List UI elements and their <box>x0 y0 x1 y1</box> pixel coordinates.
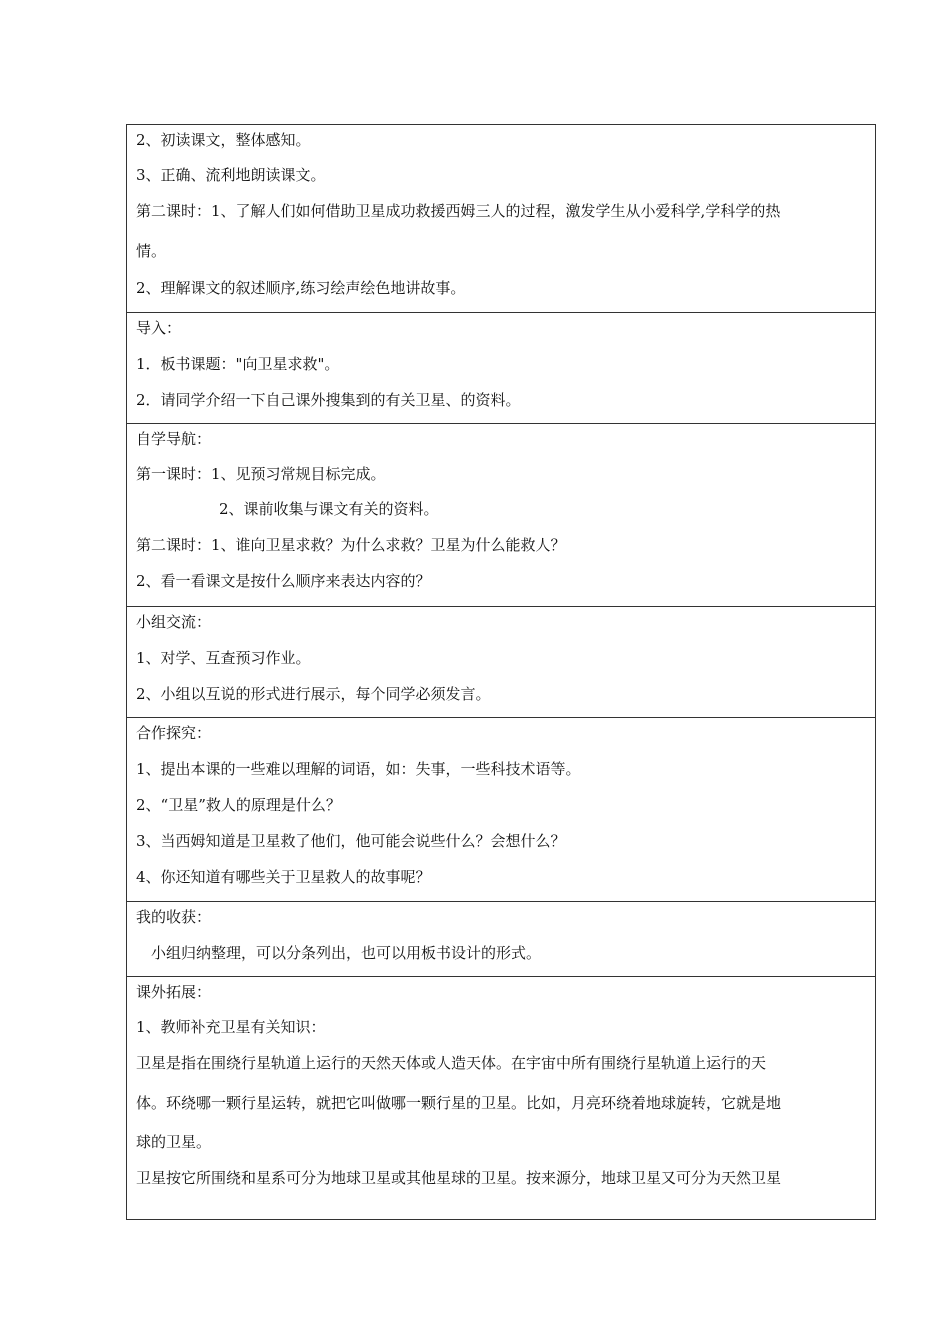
section-heading: 课外拓展： <box>136 983 212 1001</box>
text-line: 2、“卫星”救人的原理是什么？ <box>136 796 341 814</box>
cooperative-inquiry-cell <box>127 718 875 902</box>
intro-cell <box>127 313 875 424</box>
text-line: 3、正确、流利地朗读课文。 <box>136 166 326 184</box>
section-heading: 导入： <box>136 319 182 337</box>
lesson-plan-table <box>126 124 876 1220</box>
text-line: 小组归纳整理，可以分条列出，也可以用板书设计的形式。 <box>151 944 542 962</box>
section-heading: 小组交流： <box>136 613 212 631</box>
self-study-cell <box>127 424 875 607</box>
section-heading: 我的收获： <box>136 908 212 926</box>
harvest-cell <box>127 902 875 977</box>
text-line: 4、你还知道有哪些关于卫星救人的故事呢？ <box>136 868 431 886</box>
text-line: 卫星是指在围绕行星轨道上运行的天然天体或人造天体。在宇宙中所有围绕行星轨道上运行的天 <box>136 1054 767 1072</box>
text-line: 第二课时：1、谁向卫星求救？为什么求救？卫星为什么能救人？ <box>136 536 566 554</box>
text-line: 卫星按它所围绕和星系可分为地球卫星或其他星球的卫星。按来源分，地球卫星又可分为天然卫星 <box>136 1169 782 1187</box>
text-line: 2、课前收集与课文有关的资料。 <box>219 500 439 518</box>
text-line: 1、对学、互查预习作业。 <box>136 649 311 667</box>
text-line: 球的卫星。 <box>136 1133 212 1151</box>
text-line: 第一课时：1、见预习常规目标完成。 <box>136 465 386 483</box>
section-heading: 自学导航： <box>136 430 212 448</box>
text-line: 1．板书课题："向卫星求救"。 <box>136 355 340 373</box>
text-line: 2、理解课文的叙述顺序,练习绘声绘色地讲故事。 <box>136 279 466 297</box>
extension-cell <box>127 977 875 1221</box>
text-line: 2、小组以互说的形式进行展示，每个同学必须发言。 <box>136 685 491 703</box>
text-line: 1、教师补充卫星有关知识： <box>136 1018 326 1036</box>
text-line: 第二课时：1、了解人们如何借助卫星成功救援西姆三人的过程，激发学生从小爱科学,学科学的热 <box>136 202 781 220</box>
text-line: 2．请同学介绍一下自己课外搜集到的有关卫星、的资料。 <box>136 391 521 409</box>
section-heading: 合作探究： <box>136 724 212 742</box>
text-line: 1、提出本课的一些难以理解的词语，如：失事，一些科技术语等。 <box>136 760 581 778</box>
group-discussion-cell <box>127 607 875 718</box>
text-line: 3、当西姆知道是卫星救了他们，他可能会说些什么？会想什么？ <box>136 832 566 850</box>
objectives-cell <box>127 125 875 313</box>
text-line: 2、初读课文，整体感知。 <box>136 131 311 149</box>
text-line: 情。 <box>136 242 167 260</box>
text-line: 体。环绕哪一颗行星运转，就把它叫做哪一颗行星的卫星。比如，月亮环绕着地球旋转，它就是地 <box>136 1094 782 1112</box>
text-line: 2、看一看课文是按什么顺序来表达内容的？ <box>136 572 431 590</box>
